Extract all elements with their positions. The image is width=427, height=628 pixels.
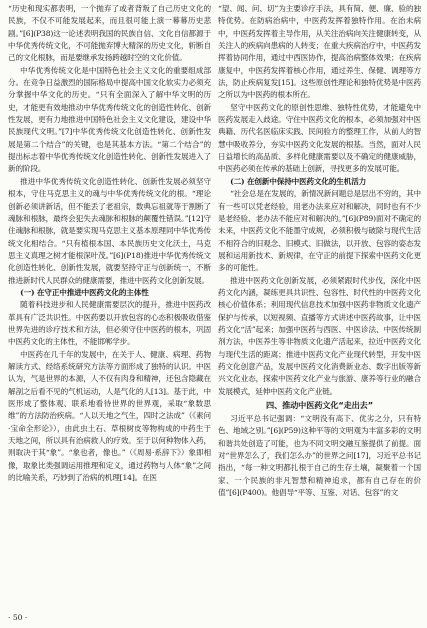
right-paragraph: “社会总是在发展的，新情况新问题总是层出不穷的，其中有一些可以凭老经验，用老办法来应对和解决，同时也有不少是老经验、老办法不能应对和解决的。”[6](P89)面对不确定的未来，中医药文化不能墨守成规，必须积极与破除与现代生活不相符合的旧观念、旧模式、旧做法，以开放、包容的姿态发展和运用新技术、新规律，在守正的前提下探索中医药文化更多的可能性。	[218, 189, 421, 273]
left-paragraph: 中华优秀传统文化是中国特色社会主义文化的重要组成部分。在竞争日益激烈的国际格局中提高中国文化软实力必须充分掌握中华文化的历史。“只有全面深入了解中华文明的历史，才能更有效地推动中华优秀传统文化的创造性转化、创新性发展，更有力地推进中国特色社会主义文化建设，建设中华民族现代文明。”[7]中华优秀传统文化创造性转化、创新性发展是第二个结合”的关键，也是其基本方法。“第二个结合”的提出标志着中华优秀传统文化创造性转化、创新性发展进入了新的阶段。	[8, 65, 211, 174]
left-paragraph: 随着科技进步和人民健康需要层次的提升，推进中医药改革具有广泛共识性。中医药要以开放包容的心态积极吸收借鉴世界先进的诊疗技术和方法，但必须守住中医药的根本，巩固中医药文化的主体性，不能邯郸学步。	[8, 300, 211, 347]
right-section-heading: 四、推动中医药文化“走出去”	[266, 400, 373, 410]
left-paragraph: 中医药在几千年的发展中，在关于人、健康、病理、药物解读方式、经络系统研究方法等方面形成了独特的认识。中医认为，气是世界的本源，人不仅有肉身和精神，还包含隐藏在解剖之后看不见的气机运动，人是气化的人[13]。基于此，中医形成了整体观、联系地看待世界的世界观，采取“象数思维”的方法防治疾病。“人以天地之气生，四时之法成”（《素问·宝命全形论》），由此虫土石、草根树皮等物构成的中药生于天地之间，所以具有治病救人的疗效。至于以何种物体入药，则取决于其“象”。“象也者，像也。”（《周易·系辞下》）象即相像，取象比类强调运用推理和定义，通过药物与人体“象”之间的比喻关系，巧妙到了治病的机理[14]。在医	[8, 349, 211, 483]
left-paragraph: 推进中华优秀传统文化创造性转化、创新性发展必须坚守根本，守住马克思主义的魂与中华优秀传统文化的根。“理论创新必须讲新话，但不能丢了老祖宗，数典忘祖就等于割断了魂脉和根脉，最终会犯失去魂脉和根脉的颠覆性错误。”[12]守住魂脉和根脉，就是要实现马克思主义基本原理同中华优秀传统文化相结合。“只有植根本国、本民族历史文化沃土，马克思主义真理之树才能根深叶茂。”[6](P18)推进中华优秀传统文化创造性转化、创新性发展，就要坚持守正与创新统一，不断推进新时代人民群众的健康需要，推进中医药文化创新发展。	[8, 176, 211, 285]
left-paragraph: “历史和现实都表明，一个抛弃了或者背叛了自己历史文化的民族，不仅不可能发展起来，而且很可能上演一幕幕历史悲剧。”[6](P38)这一论述表明我国的民族自信、文化自信都源于中华优秀传统文化，不可能抛弃博大精深的历史文化，斩断自己的文化根脉，而是要继承发扬跨越时空的文化价值。	[8, 4, 211, 63]
right-paragraph: “望、闻、问、切”为主要诊疗手法，具有简、便、廉、验的独特优势。在防病治病中，中医药发挥着独特作用。在治未病中，中医药发挥着主导作用，从关注治病向关注健康转变，从关注人的疾病向患病的人转变；在重大疾病治疗中，中医药发挥着协同作用，通过中西医协作，提高治病整体效果；在疾病康复中，中医药发挥着核心作用，通过养生、保健、调理等方法，防止疾病复发[15]。这些原创性理论和独特优势是中医药之所以为中医药的根本所在。	[218, 4, 421, 100]
right-subsection-heading: (二) 在创新中保持中医药文化的生机活力	[230, 176, 367, 186]
right-paragraph: 推进中医药文化创新发展，必须紧跟时代步伐，深化中医药文化内涵，凝练更具共识性、包容性、时代性的中医药文化核心价值体系；利用现代信息技术加强中医药非物质文化遗产保护与传承，以短视频、直播等方式讲述中医药故事，让中医药文化“活”起来；加强中医药与西医、中医诊法、中医传统制剂方法，中医养生等非物质文化遗产活起来，拉近中医药文化与现代生活的距离；推进中医药文化产业现代转型，开发中医药文化创意产品，发展中医药文化消费新业态、数字出版等新兴文化业态，探索中医药文化产业与旅游、康养等行业的融合发展模式，延伸中医药文化产业链。	[218, 275, 421, 396]
page-number: · 50 ·	[8, 613, 28, 622]
right-column	[218, 3, 421, 499]
right-paragraph: 习近平总书记强调：“文明没有高下、优劣之分，只有特色、地域之别。”[6](P59)这种平等的文明观为丰富多彩的文明和谐共处创造了可能，也为不同文明交融互鉴提供了前提。面对“世界怎么了，我们怎么办”的世界之问[17]，习近平总书记指出，“每一种文明都扎根于自己的生存土壤，凝聚着一个国家、一个民族的非凡智慧和精神追求，都有自己存在的价值”[6](P400)。他倡导“平等、互鉴、对话、包容”的文	[218, 414, 421, 498]
left-subsection-heading: (一) 在守正中推进中医药文化的主体性	[20, 287, 149, 297]
right-paragraph: 坚守中医药文化的原创性思维、独特性优势，才能避免中医药发展走入歧途。守住中医药文化的根本，必须加强对中医典籍、历代名医临床实践、民间验方的整理工作，从前人的智慧中吸收养分，夯实中医药文化发展的根基。当然，面对人民日益增长的高品质、多样化健康需要以及不确定的健康威胁，中医药必须在传承的基础上创新，寻找更多的发展可能。	[218, 102, 421, 174]
left-column	[8, 3, 211, 484]
